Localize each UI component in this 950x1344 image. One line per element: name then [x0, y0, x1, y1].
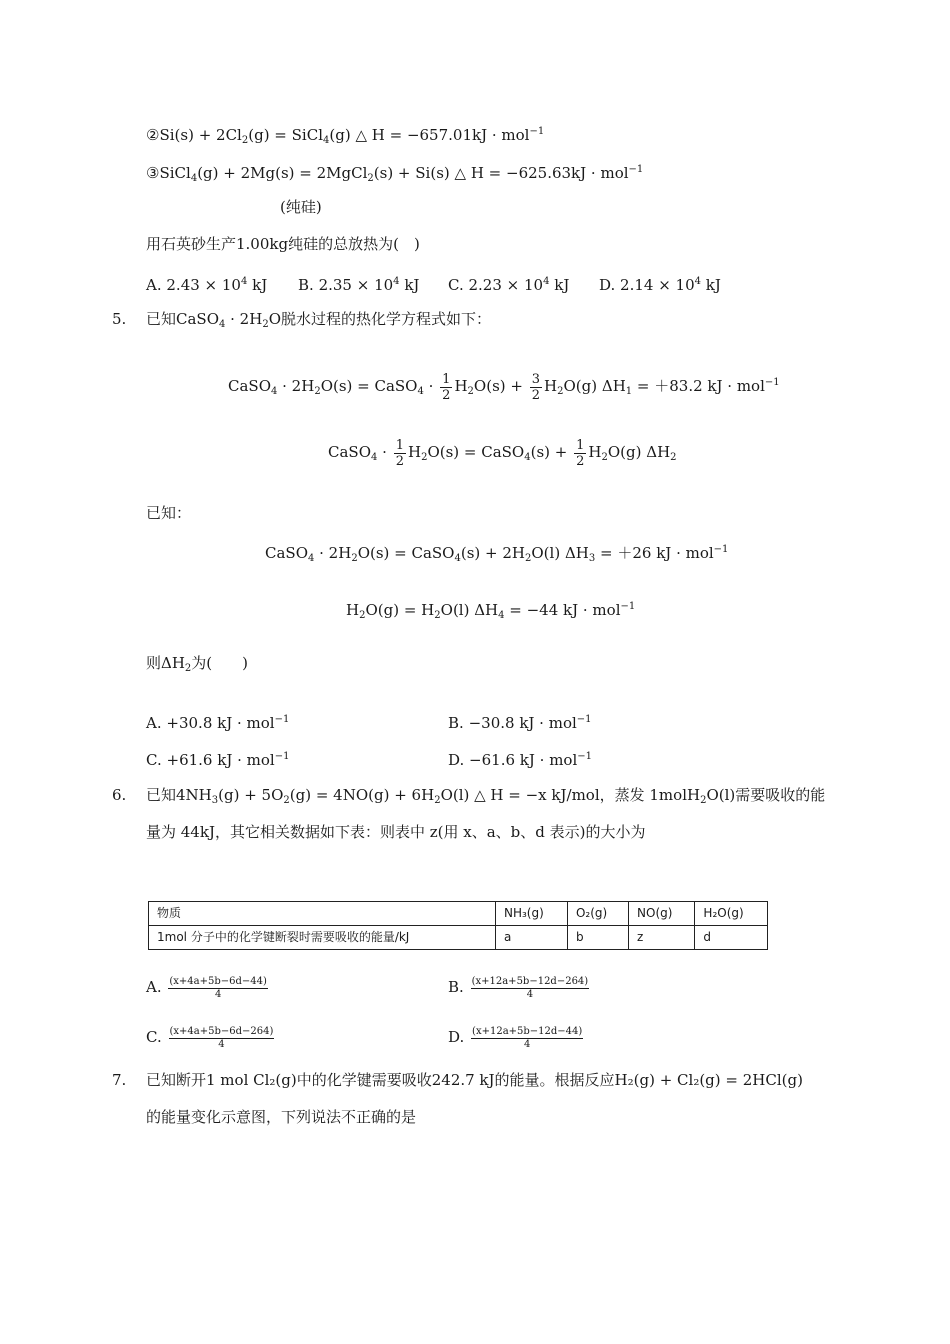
q4-option-c[interactable]: C. $2.23 \times 10^4$ kJ — [448, 276, 570, 294]
q6-stem-line1: 已知$4NH_3(g) + 5O_2(g) = 4NO(g) + 6H_2O(l)$ △ H = −x kJ/mol，蒸发 1molH$_2$O(l)需要吸收的能 — [146, 786, 826, 806]
table-cell: a — [496, 926, 568, 950]
table-header-cell: 物质 — [149, 902, 496, 926]
q4-stem: 用石英砂生产1.00kg纯硅的总放热为( ) — [146, 235, 420, 253]
q6-number: 6. — [112, 786, 127, 804]
table-cell: z — [629, 926, 695, 950]
pure-si-note: (纯硅) — [280, 198, 322, 216]
q4-option-d[interactable]: D. $2.14 \times 10^4$ kJ — [599, 276, 721, 294]
q5-stem: 已知CaSO$_4$ · $2H_2O$脱水过程的热化学方程式如下： — [146, 310, 491, 330]
q5-option-b[interactable]: B. −30.8 kJ · mol$^{-1}$ — [448, 714, 592, 732]
q7-stem-line1: 已知断开1 mol Cl₂(g)中的化学键需要吸收242.7 kJ的能量。根据反应H₂(g) + Cl₂(g) = 2HCl(g) — [146, 1071, 803, 1089]
table-header-cell: NH₃(g) — [496, 902, 568, 926]
q5-option-d[interactable]: D. −61.6 kJ · mol$^{-1}$ — [448, 751, 592, 769]
table-header-cell: H₂O(g) — [695, 902, 768, 926]
q7-stem-line2: 的能量变化示意图，下列说法不正确的是 — [146, 1108, 417, 1126]
q5-equation-2: CaSO$_4$ · $\frac{1}{2}$ $H_2O(s)$ = CaSO$_4$(s) + $\frac{1}{2}$ $H_2O(g)$ $\Delta H_2$ — [328, 437, 677, 469]
q6-option-d[interactable]: D. $\frac{(x+12a+5b-12d-44)}{4}$ — [448, 1025, 583, 1050]
q4-option-b[interactable]: B. $2.35 \times 10^4$ kJ — [298, 276, 420, 294]
table-cell: b — [567, 926, 628, 950]
q5-known-label: 已知： — [146, 504, 192, 522]
q6-stem-line2: 量为 44kJ，其它相关数据如下表：则表中 z(用 x、a、b、d 表示)的大小为 — [146, 823, 646, 841]
table-row — [149, 926, 768, 950]
q5-equation-4: $H_2O(g) = H_2O(l) \Delta H_4 = -44$ kJ · mol$^{-1}$ — [346, 601, 636, 621]
table-cell: d — [695, 926, 768, 950]
q6-option-c[interactable]: C. $\frac{(x+4a+5b-6d-264)}{4}$ — [146, 1025, 274, 1050]
table-cell: 1mol 分子中的化学键断裂时需要吸收的能量/kJ — [149, 926, 496, 950]
q5-option-c[interactable]: C. +61.6 kJ · mol$^{-1}$ — [146, 751, 290, 769]
table-header-cell: NO(g) — [629, 902, 695, 926]
circled-marker-2: ② — [146, 126, 160, 144]
q5-option-a[interactable]: A. +30.8 kJ · mol$^{-1}$ — [146, 714, 290, 732]
q6-data-table — [148, 901, 768, 950]
table-header-cell: O₂(g) — [567, 902, 628, 926]
q6-option-a[interactable]: A. $\frac{(x+4a+5b-6d-44)}{4}$ — [146, 975, 267, 1000]
q5-equation-3: CaSO$_4$ · $2H_2O(s)$ = CaSO$_4$(s) + $2H_2O(l) \Delta H_3 = +26$ kJ · mol$^{-1}$ — [265, 544, 729, 564]
q5-ask: 则$\Delta H_2$为( ) — [146, 654, 249, 674]
q7-number: 7. — [112, 1071, 127, 1089]
reaction-3: ③SiCl$_4$(g) + 2Mg(s) = 2MgCl$_2$(s) + Si(s) △ H = −625.63kJ · mol$^{-1}$ — [146, 164, 644, 184]
table-header-row — [149, 902, 768, 926]
q6-option-b[interactable]: B. $\frac{(x+12a+5b-12d-264)}{4}$ — [448, 975, 589, 1000]
reaction-2: ②Si(s) + $2Cl_2(g)$ = SiCl$_4$(g) △ H = −657.01kJ · mol$^{-1}$ — [146, 126, 545, 146]
circled-marker-3: ③ — [146, 164, 160, 182]
q5-equation-1: CaSO$_4$ · $2H_2O(s)$ = CaSO$_4$ · $\frac{1}{2}$ $H_2O(s)$ + $\frac{3}{2}$ $H_2O(g) \Delta H_1 = +83.2$ kJ · mol$^{-1}$ — [228, 371, 780, 403]
q5-number: 5. — [112, 310, 127, 328]
q4-option-a[interactable]: A. $2.43 \times 10^4$ kJ — [146, 276, 268, 294]
